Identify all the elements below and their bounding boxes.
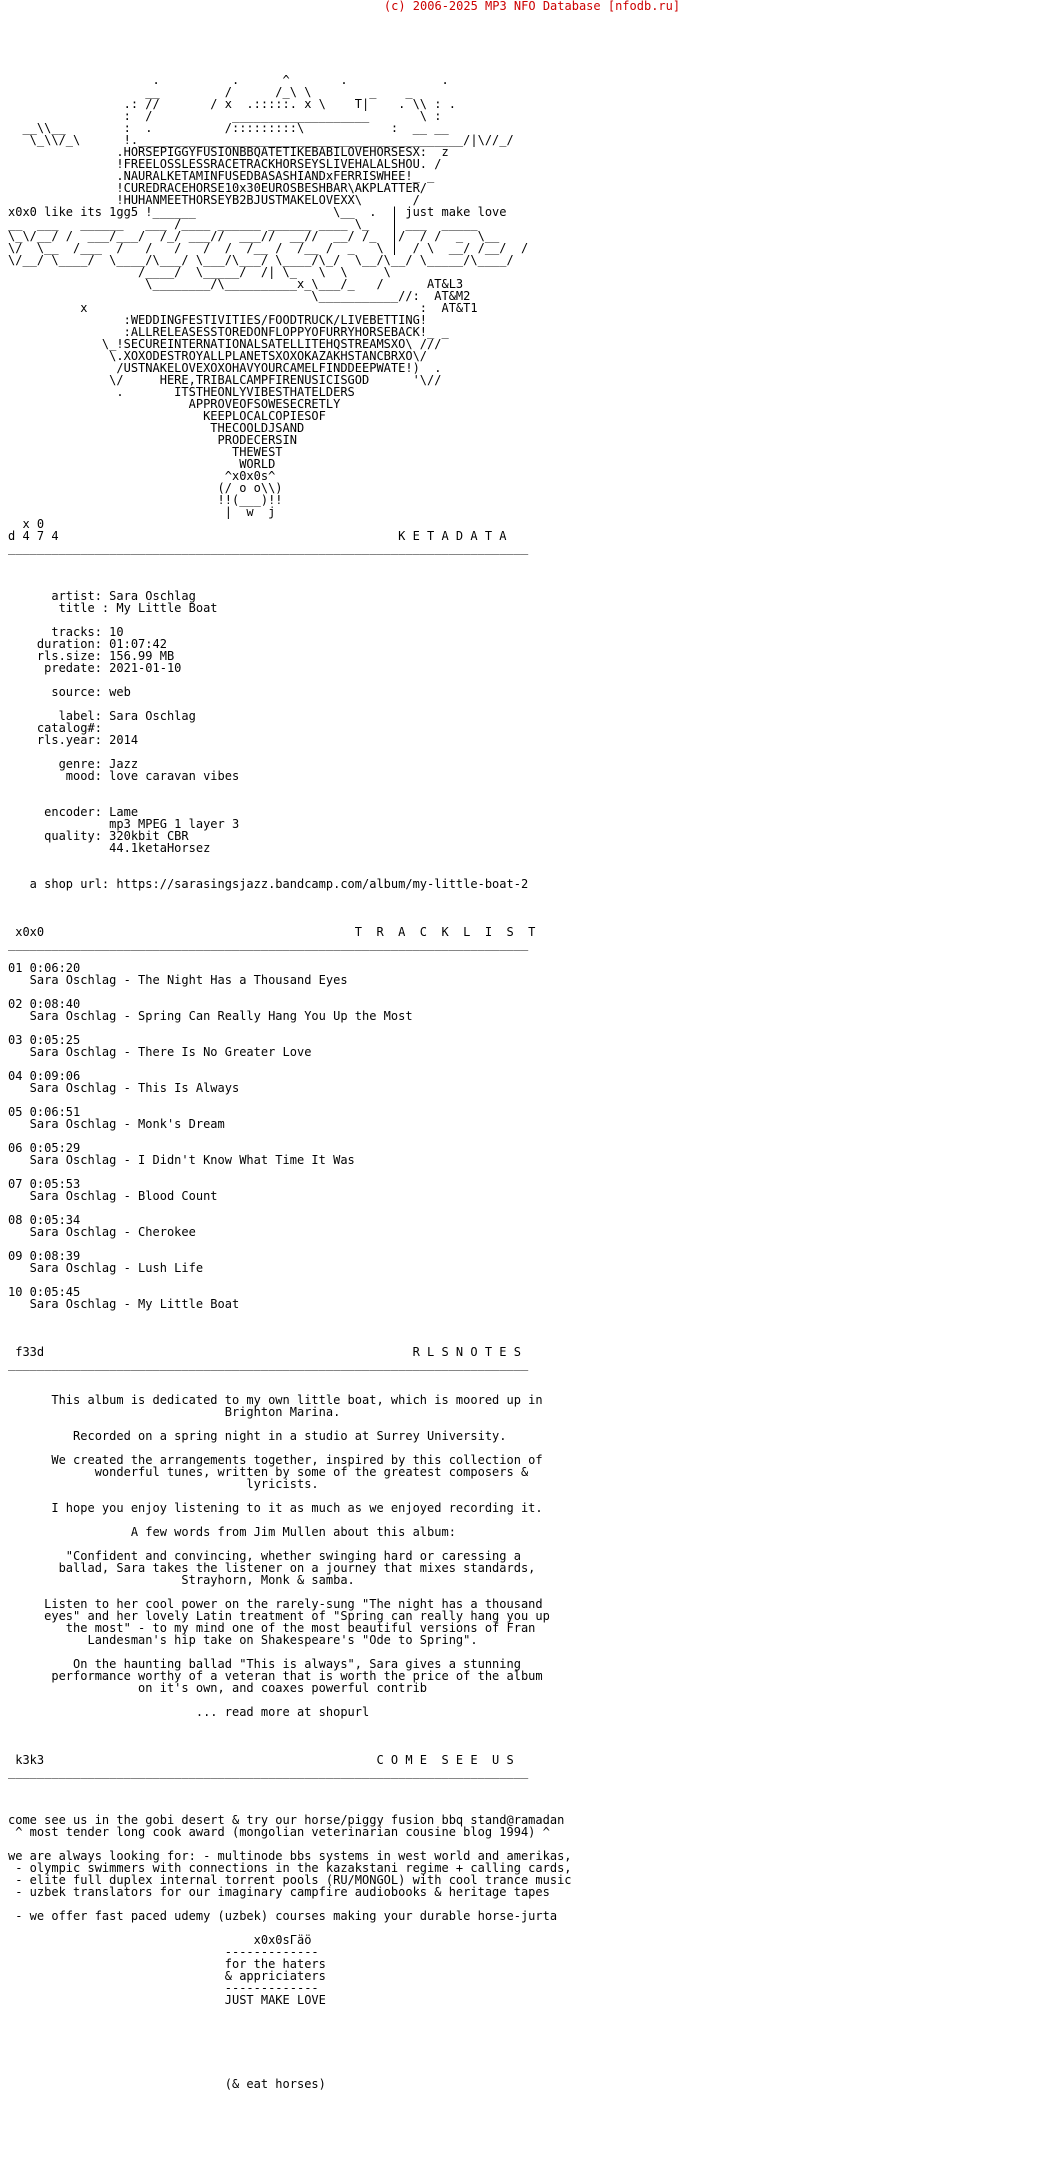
- copyright-banner: (c) 2006-2025 MP3 NFO Database [nfodb.ru]: [383, 0, 681, 13]
- nfo-document: . . ^ . . __ / /_\ \ _ _ .: // / x .:::::. x \ T| . \\ : . : / ___________________ \ : __\\__ : . /:::::::::\ : __ __ \_\\/_\ !._____________________________________________/|\//_/ .HORSEPIGGYFUSIONBBQATETIKEBABILOVEHORSESX: z !FREELOSSLESSRACETRACKHORSEYSLIVEHALALSHOU. / .NAURALKETAMINFUSEDBASASHIANDxFERRISWHEE!_ _ !CUREDRACEHORSE10x30EUROSBESHBAR\AKPLATTER/ !HUHANMEETHORSEYB2BJUSTMAKELOVEXX\ / x0x0 like its 1gg5 !______ \__ . | just make love __ ___ ______ ___ /____ ______ ______ ____ \_ | ___ _____ \_\/__/ / ___/___/ /_/ ___// ___// __// __/ /_ |/ / / _ \__ \/ \__ /___ / / / / / /__ / /__ / _ \ | / \ __/ /__/ / \/__/ \____/ \____/\___/ \___/\___/ \____/\_/ \__/\__/ \_____/\____/ /____/ \_____/ /| \_ \ \ \ \________/\__________x_\___/_ / AT&L3 \___________//: AT&M2 x : AT&T1 :WEDDINGFESTIVITIES/FOODTRUCK/LIVEBETTING! :ALLRELEASESSTOREDONFLOPPYOFURRYHORSEBACK!_ _ \_!SECUREINTERNATIONALSATELLITEHQSTREAMSXO\ /// \.XOXODESTROYALLPLANETSXOXOKAZAKHSTANCBRXO\/ /USTNAKELOVEXOXOHAVYOURCAMELFINDDEEPWATE!) . \/ HERE,TRIBALCAMPFIRENUSICISGOD '\// . ITSTHEONLYVIBESTHATELDERS APPROVEOFSOWESECRETLY KEEPLOCALCOPIESOF THECOOLDJSAND PRODECERSIN THEWEST WORLD ^x0x0s^ (/ o o\\) !!(___)!! | w j x 0 d 4 7 4 K E T A D A T A ________________________________________________________________________ artist: Sara Oschlag title : My Little Boat tracks: 10 duration: 01:07:42 rls.size: 156.99 MB predate: 2021-01-10 source: web label: Sara Oschlag catalog#: rls.year: 2014 genre: Jazz mood: love caravan vibes encoder: Lame mp3 MPEG 1 layer 3 quality: 320kbit CBR 44.1ketaHorsez a shop url: https://sarasingsjazz.bandcamp.com/album/my-little-boat-2 x0x0 T R A C K L I S T ________________________________________________________________________ 01 0:06:20 Sara Oschlag - The Night Has a Thousand Eyes 02 0:08:40 Sara Oschlag - Spring Can Really Hang You Up the Most 03 0:05:25 Sara Oschlag - There Is No Greater Love 04 0:09:06 Sara Oschlag - This Is Always 05 0:06:51 Sara Oschlag - Monk's Dream 06 0:05:29 Sara Oschlag - I Didn't Know What Time It Was 07 0:05:53 Sara Oschlag - Blood Count 08 0:05:34 Sara Oschlag - Cherokee 09 0:08:39 Sara Oschlag - Lush Life 10 0:05:45 Sara Oschlag - My Little Boat f33d R L S N O T E S ________________________________________________________________________ This album is dedicated to my own little boat, which is moored up in Brighton Marina. Recorded on a spring night in a studio at Surrey University. We created the arrangements together, inspired by this collection of wonderful tunes, written by some of the greatest composers & lyricists. I hope you enjoy listening to it as much as we enjoyed recording it. A few words from Jim Mullen about this album: "Confident and convincing, whether swinging hard or caressing a ballad, Sara takes the listener on a journey that mixes standards, Strayhorn, Monk & samba. Listen to her cool power on the rarely-sung "The night has a thousand eyes" and her lovely Latin treatment of "Spring can really hang you up the most" - to my mind one of the most beautiful versions of Fran Landesman's hip take on Shakespeare's "Ode to Spring". On the haunting ballad "This is always", Sara gives a stunning performance worthy of a veteran that is worth the price of the album on it's own, and coaxes powerful contrib ... read more at shopurl k3k3 C O M E S E E U S ________________________________________________________________________ come see us in the gobi desert & try our horse/piggy fusion bbq stand@ramadan ^ most tender long cook award (mongolian veterinarian cousine blog 1994) ^ we are always looking for: - multinode bbs systems in west world and amerikas, - olympic swimmers with connections in the kazakstani regime + calling cards, - elite full duplex internal torrent pools (RU/MONGOL) with cool trance music - uzbek translators for our imaginary campfire audiobooks & heritage tapes - we offer fast paced udemy (uzbek) courses making your durable horse-jurta x0x0sГäö ------------- for the haters & appriciaters ------------- JUST MAKE LOVE (& eat horses): [8, 73, 572, 2091]
